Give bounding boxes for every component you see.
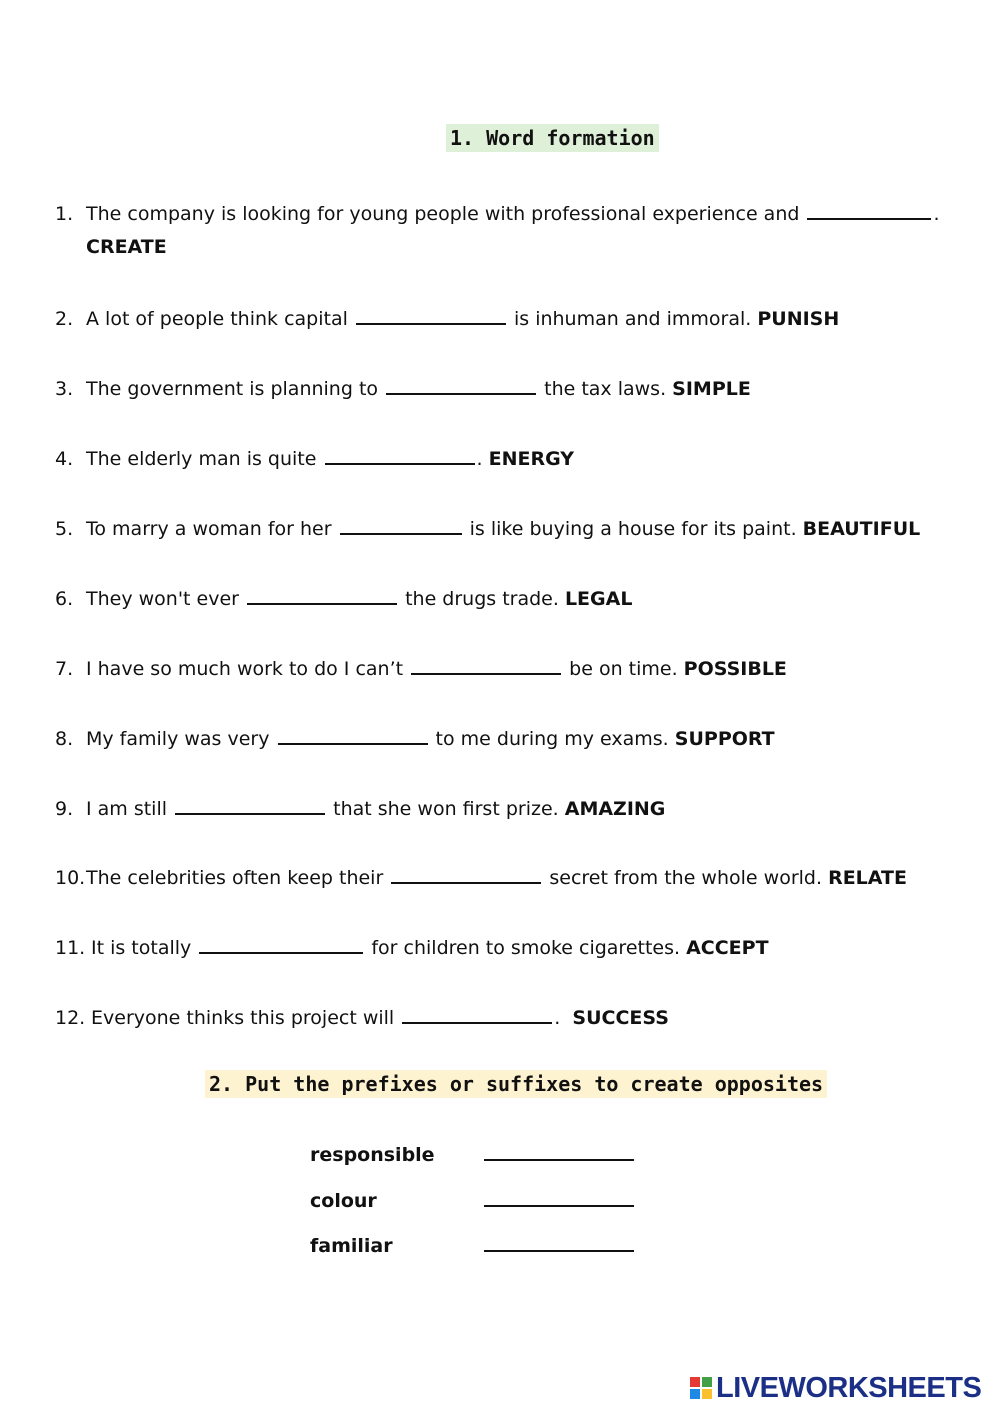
question-text-before: It is totally xyxy=(91,937,192,959)
logo-text: LIVEWORKSHEETS xyxy=(716,1371,982,1404)
answer-blank-10[interactable] xyxy=(391,864,541,884)
question-number: 11. xyxy=(55,937,86,959)
question-keyword: SIMPLE xyxy=(672,378,751,400)
answer-blank-12[interactable] xyxy=(402,1004,552,1024)
question-keyword: LEGAL xyxy=(564,588,633,610)
opposite-word: familiar xyxy=(310,1235,393,1257)
answer-blank-4[interactable] xyxy=(325,445,475,465)
question-5 xyxy=(55,515,920,542)
liveworksheets-logo xyxy=(690,1370,981,1406)
question-keyword: ENERGY xyxy=(488,448,575,470)
question-keyword: ACCEPT xyxy=(686,937,769,959)
answer-blank-2[interactable] xyxy=(356,305,506,325)
question-1-keyword: CREATE xyxy=(86,236,167,258)
answer-blank-3[interactable] xyxy=(386,375,536,395)
logo-square-blue xyxy=(690,1389,700,1399)
question-9 xyxy=(55,795,665,822)
opposite-word: colour xyxy=(310,1190,377,1212)
question-11 xyxy=(55,934,769,961)
question-text-after: for children to smoke cigarettes. xyxy=(365,937,681,959)
question-text-after: secret from the whole world. xyxy=(543,867,823,889)
answer-blank-1[interactable] xyxy=(807,200,931,220)
question-text-before: They won't ever xyxy=(86,588,239,610)
opposite-row-2 xyxy=(310,1187,636,1214)
question-8 xyxy=(55,725,775,752)
question-text-after: is inhuman and immoral. xyxy=(507,308,752,330)
logo-square-green xyxy=(702,1377,712,1387)
question-number: 6. xyxy=(55,588,74,610)
opposite-blank-3[interactable] xyxy=(484,1232,634,1252)
question-number: 4. xyxy=(55,448,74,470)
opposite-blank-2[interactable] xyxy=(484,1187,634,1207)
question-keyword: RELATE xyxy=(828,867,907,889)
question-text-before: The elderly man is quite xyxy=(86,448,317,470)
answer-blank-9[interactable] xyxy=(175,795,325,815)
answer-blank-11[interactable] xyxy=(199,934,363,954)
question-keyword: BEAUTIFUL xyxy=(802,518,921,540)
question-keyword: SUCCESS xyxy=(572,1007,669,1029)
question-keyword: POSSIBLE xyxy=(683,658,787,680)
question-text-after: the tax laws. xyxy=(538,378,667,400)
question-text-after: that she won first prize. xyxy=(327,798,559,820)
question-2 xyxy=(55,305,839,332)
question-4 xyxy=(55,445,574,472)
logo-square-red xyxy=(690,1377,700,1387)
section1-title: 1. Word formation xyxy=(446,124,659,152)
question-text-after: . xyxy=(933,203,940,225)
question-text-before: Everyone thinks this project will xyxy=(91,1007,395,1029)
question-text-before: To marry a woman for her xyxy=(86,518,332,540)
question-6 xyxy=(55,585,632,612)
question-text-after: be on time. xyxy=(563,658,678,680)
logo-square-yellow xyxy=(702,1389,712,1399)
question-text-before: The company is looking for young people with professional experience and xyxy=(86,203,800,225)
question-text-after: the drugs trade. xyxy=(399,588,559,610)
answer-blank-7[interactable] xyxy=(411,655,561,675)
question-keyword: PUNISH xyxy=(757,308,840,330)
question-text-before: My family was very xyxy=(86,728,270,750)
question-number: 5. xyxy=(55,518,74,540)
question-keyword: SUPPORT xyxy=(674,728,775,750)
question-text-after: . xyxy=(554,1007,561,1029)
opposite-word: responsible xyxy=(310,1144,435,1166)
question-keyword: AMAZING xyxy=(564,798,666,820)
question-text-after: is like buying a house for its paint. xyxy=(463,518,797,540)
question-text-before: A lot of people think capital xyxy=(86,308,348,330)
answer-blank-8[interactable] xyxy=(278,725,428,745)
question-number: 3. xyxy=(55,378,74,400)
question-text-before: The celebrities often keep their xyxy=(86,867,384,889)
question-number: 2. xyxy=(55,308,74,330)
question-text-after: to me during my exams. xyxy=(429,728,669,750)
question-number: 8. xyxy=(55,728,74,750)
question-text-before: I am still xyxy=(86,798,168,820)
opposite-row-1 xyxy=(310,1141,636,1168)
question-text-before: I have so much work to do I can’t xyxy=(86,658,404,680)
answer-blank-5[interactable] xyxy=(340,515,462,535)
question-3 xyxy=(55,375,751,402)
question-text-after: . xyxy=(476,448,483,470)
question-1 xyxy=(55,200,940,227)
question-number: 12. xyxy=(55,1007,86,1029)
opposite-blank-1[interactable] xyxy=(484,1141,634,1161)
question-12 xyxy=(55,1004,669,1031)
answer-blank-6[interactable] xyxy=(247,585,397,605)
question-number: 9. xyxy=(55,798,74,820)
question-number: 7. xyxy=(55,658,74,680)
question-text-before: The government is planning to xyxy=(86,378,379,400)
question-number: 1. xyxy=(55,203,74,225)
section2-title: 2. Put the prefixes or suffixes to create opposites xyxy=(205,1070,827,1098)
opposite-row-3 xyxy=(310,1232,636,1259)
question-7 xyxy=(55,655,787,682)
question-10 xyxy=(55,864,907,891)
question-number: 10. xyxy=(55,867,86,889)
logo-mark-icon xyxy=(690,1377,712,1399)
